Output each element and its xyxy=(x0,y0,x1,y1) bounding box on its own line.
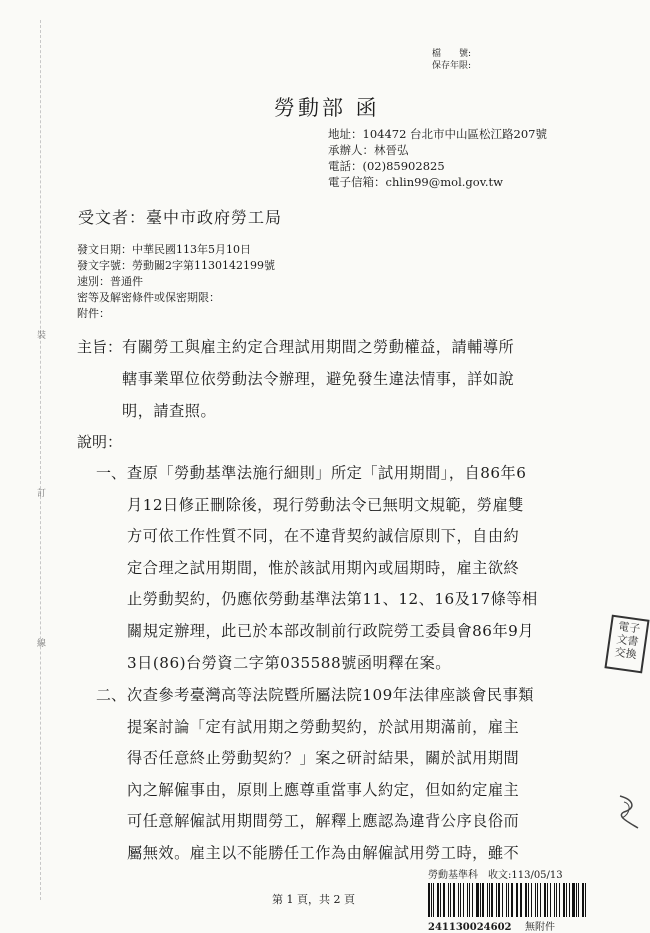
barcode-bar xyxy=(585,883,587,917)
recipient: 受文者：臺中市政府勞工局 xyxy=(78,208,283,227)
barcode-bar xyxy=(437,883,439,917)
barcode-bar xyxy=(547,883,549,917)
explanation-line: 關規定辦理，此已於本部改制前行政院勞工委員會86年9月 xyxy=(127,622,534,640)
explanation-line: 月12日修正刪除後，現行勞動法令已無明文規範，勞雇雙 xyxy=(127,496,524,514)
security-level: 密等及解密條件或保密期限： xyxy=(77,291,220,304)
barcode-bar xyxy=(450,883,451,917)
barcode-bar xyxy=(554,883,555,917)
binding-mark-zhuang: 裝 xyxy=(37,331,47,341)
barcode-bar xyxy=(520,883,522,917)
archive-file-no: 檔 號: xyxy=(432,49,472,59)
barcode-bar xyxy=(431,883,432,917)
barcode-bar xyxy=(537,883,538,917)
barcode-bar xyxy=(576,883,577,917)
barcode-bar xyxy=(502,883,503,917)
barcode-bar xyxy=(498,883,500,917)
sender-contact: 承辦人：林晉弘 xyxy=(328,143,409,157)
barcode-bar xyxy=(476,883,478,917)
barcode-bar xyxy=(489,883,490,917)
barcode-bar xyxy=(440,883,441,917)
barcode-bar xyxy=(487,883,488,917)
barcode-bar xyxy=(460,883,461,917)
sender-email: 電子信箱：chlin99@mol.gov.tw xyxy=(328,175,503,189)
barcode-bar xyxy=(563,883,565,917)
barcode-bar xyxy=(517,883,518,917)
barcode-bar xyxy=(480,883,481,917)
barcode-bar xyxy=(544,883,546,917)
subject-line: 明，請查照。 xyxy=(122,402,217,420)
explanation-line: 定合理之試用期間，惟於該試用期內或屆期時，雇主欲終 xyxy=(127,559,520,577)
barcode-bar xyxy=(467,883,468,917)
barcode-bar xyxy=(463,883,465,917)
document-title: 勞動部 函 xyxy=(274,96,380,120)
subject-line: 有關勞工與雇主約定合理試用期間之勞動權益，請輔導所 xyxy=(122,338,515,356)
barcode-bar xyxy=(508,883,510,917)
item-marker: 一、 xyxy=(96,464,127,482)
binding-mark-xian: 線 xyxy=(37,639,47,649)
receipt-label: 勞動基準科 收文:113/05/13 xyxy=(428,870,563,881)
barcode xyxy=(428,883,588,917)
barcode-bar xyxy=(458,883,459,917)
barcode-bar xyxy=(433,883,434,917)
issue-date: 發文日期：中華民國113年5月10日 xyxy=(77,243,251,256)
explanation-line: 可任意解僱試用期間勞工，解釋上應認為違背公序良俗而 xyxy=(127,812,520,830)
explanation-line: 內之解僱事由，原則上應尊重當事人約定，但如約定雇主 xyxy=(127,781,520,799)
barcode-bar xyxy=(469,883,470,917)
margin-scribble xyxy=(614,792,642,832)
barcode-bar xyxy=(528,883,529,917)
barcode-bar xyxy=(525,883,527,917)
explanation-line: 屬無效。雇主以不能勝任工作為由解僱試用勞工時，雖不 xyxy=(127,844,520,862)
explanation-label: 說明： xyxy=(77,433,123,451)
explanation-line: 得否任意終止勞動契約？」案之研討結果，關於試用期間 xyxy=(127,749,520,767)
barcode-bar xyxy=(569,883,570,917)
barcode-bar xyxy=(572,883,574,917)
barcode-bar xyxy=(453,883,455,917)
barcode-bar xyxy=(531,883,532,917)
barcode-bar xyxy=(556,883,558,917)
subject-line: 轄事業單位依勞動法令辦理，避免發生違法情事，詳如說 xyxy=(122,370,515,388)
barcode-bar xyxy=(491,883,493,917)
barcode-bar xyxy=(578,883,579,917)
barcode-number: 241130024602 無附件 xyxy=(428,922,555,933)
electronic-exchange-stamp: 電子 文書 交換 xyxy=(604,615,649,674)
barcode-bar xyxy=(428,883,430,917)
sender-phone: 電話：(02)85902825 xyxy=(328,159,445,173)
barcode-bar xyxy=(550,883,551,917)
explanation-line: 止勞動契約，仍應依勞動基準法第11、12、16及17條等相 xyxy=(127,590,538,608)
barcode-bar xyxy=(448,883,450,917)
delivery-speed: 速別：普通件 xyxy=(77,275,143,288)
item-marker: 二、 xyxy=(96,686,127,704)
receipt-barcode-block xyxy=(428,866,588,933)
barcode-bar xyxy=(516,883,517,917)
barcode-bar xyxy=(535,883,537,917)
explanation-line: 提案討論「定有試用期之勞動契約，於試用期滿前，雇主 xyxy=(127,718,520,736)
explanation-line: 3日(86)台勞資二字第035588號函明釋在案。 xyxy=(127,654,451,672)
explanation-line: 次查參考臺灣高等法院暨所屬法院109年法律座談會民事類 xyxy=(127,686,534,704)
barcode-bar xyxy=(511,883,513,917)
document-number: 發文字號：勞動關2字第1130142199號 xyxy=(77,259,275,272)
barcode-bar xyxy=(482,883,484,917)
sender-address: 地址：104472 台北市中山區松江路207號 xyxy=(328,127,548,141)
archive-retention: 保存年限: xyxy=(432,61,472,71)
subject-label: 主旨： xyxy=(77,338,123,356)
page-footer: 第 1 頁，共 2 頁 xyxy=(272,893,355,906)
barcode-bar xyxy=(566,883,567,917)
barcode-bar xyxy=(443,883,445,917)
binding-mark-ding: 訂 xyxy=(37,489,47,499)
barcode-bar xyxy=(496,883,497,917)
explanation-line: 方可依工作性質不同，在不違背契約誠信原則下，自由約 xyxy=(127,527,520,545)
barcode-bar xyxy=(506,883,507,917)
barcode-bar xyxy=(559,883,560,917)
explanation-line: 查原「勞動基準法施行細則」所定「試用期間」，自86年6 xyxy=(127,464,527,482)
barcode-bar xyxy=(472,883,474,917)
attachment: 附件： xyxy=(77,307,110,320)
barcode-bar xyxy=(582,883,584,917)
barcode-bar xyxy=(540,883,541,917)
binding-line xyxy=(40,20,42,900)
